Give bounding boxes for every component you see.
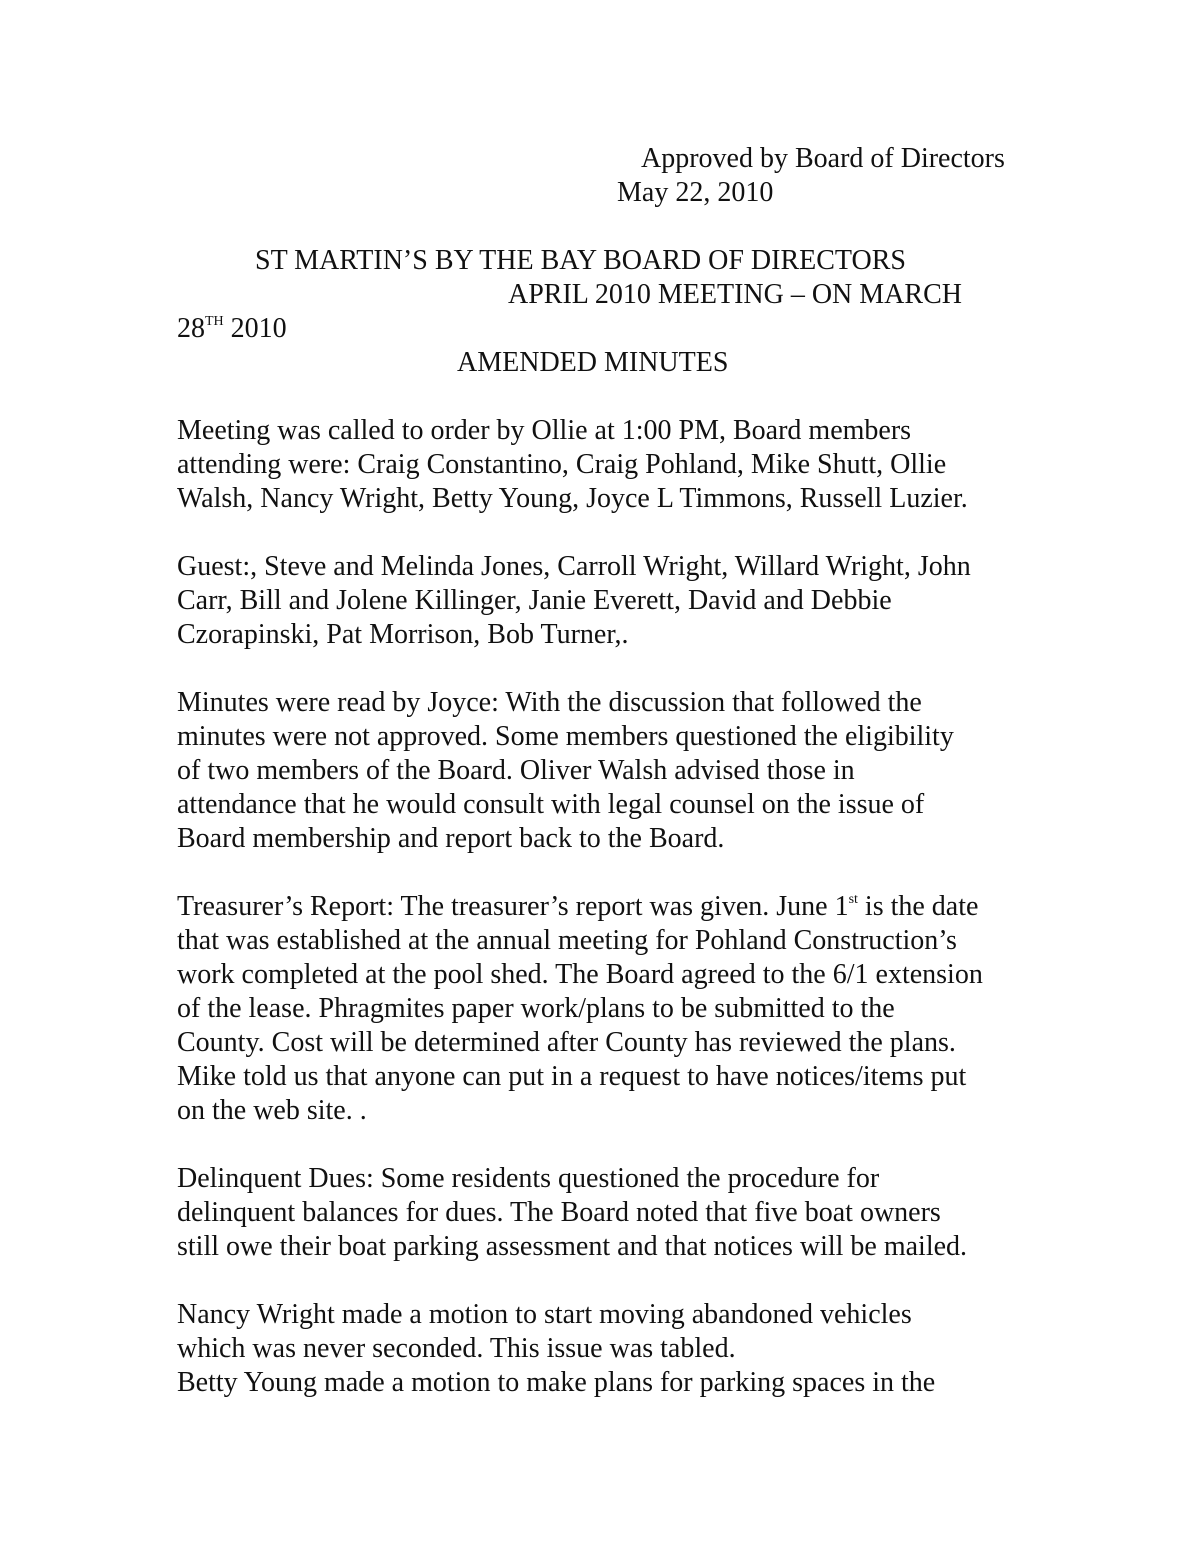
approval-date: May 22, 2010 (617, 177, 774, 208)
treasurer-line-start: Treasurer’s Report: The treasurer’s report was given. June 1 (177, 891, 849, 922)
paragraph-line: County. Cost will be determined after County has reviewed the plans. (177, 1027, 956, 1058)
minutes-paragraph (177, 686, 1037, 856)
paragraph-line: of two members of the Board. Oliver Walsh advised those in (177, 755, 855, 786)
paragraph-line: Czorapinski, Pat Morrison, Bob Turner,. (177, 619, 629, 650)
document-subtitle: AMENDED MINUTES (457, 347, 729, 378)
delinquent-dues-paragraph (177, 1162, 1037, 1264)
motions-paragraph (177, 1298, 1037, 1400)
paragraph-line: Meeting was called to order by Ollie at 1:00 PM, Board members (177, 415, 912, 446)
treasurer-paragraph (177, 890, 1037, 1128)
document-title-date (177, 312, 287, 346)
document-title-org: ST MARTIN’S BY THE BAY BOARD OF DIRECTORS (255, 245, 906, 276)
guests-paragraph (177, 550, 1037, 652)
ordinal-suffix: st (848, 891, 858, 907)
paragraph-line: Carr, Bill and Jolene Killinger, Janie Everett, David and Debbie (177, 585, 892, 616)
paragraph-line: Board membership and report back to the Board. (177, 823, 725, 854)
paragraph-line: Nancy Wright made a motion to start moving abandoned vehicles (177, 1299, 912, 1330)
approval-line: Approved by Board of Directors (641, 143, 1005, 174)
paragraph-line: work completed at the pool shed. The Board agreed to the 6/1 extension (177, 959, 983, 990)
paragraph-line: Delinquent Dues: Some residents questioned the procedure for (177, 1163, 880, 1194)
paragraph-line: of the lease. Phragmites paper work/plans to be submitted to the (177, 993, 895, 1024)
paragraph-line: delinquent balances for dues. The Board noted that five boat owners (177, 1197, 941, 1228)
treasurer-line-end: is the date (857, 891, 979, 922)
paragraph-line: which was never seconded. This issue was tabled. (177, 1333, 736, 1364)
title-date-day: 28 (177, 313, 205, 344)
paragraph-line: still owe their boat parking assessment and that notices will be mailed. (177, 1231, 968, 1262)
paragraph-line: attendance that he would consult with legal counsel on the issue of (177, 789, 925, 820)
paragraph-line: attending were: Craig Constantino, Craig Pohland, Mike Shutt, Ollie (177, 449, 947, 480)
attendance-paragraph (177, 414, 1037, 516)
title-date-suffix: TH (205, 313, 224, 329)
paragraph-line: Guest:, Steve and Melinda Jones, Carroll Wright, Willard Wright, John (177, 551, 971, 582)
paragraph-line: Walsh, Nancy Wright, Betty Young, Joyce L Timmons, Russell Luzier. (177, 483, 968, 514)
paragraph-line: Betty Young made a motion to make plans for parking spaces in the (177, 1367, 936, 1398)
paragraph-line: Minutes were read by Joyce: With the discussion that followed the (177, 687, 922, 718)
paragraph-line: Mike told us that anyone can put in a request to have notices/items put (177, 1061, 967, 1092)
title-date-year: 2010 (223, 313, 287, 344)
document-title-meeting: APRIL 2010 MEETING – ON MARCH (508, 279, 962, 310)
paragraph-line: that was established at the annual meeting for Pohland Construction’s (177, 925, 957, 956)
paragraph-line (177, 890, 1037, 924)
paragraph-line: minutes were not approved. Some members questioned the eligibility (177, 721, 954, 752)
paragraph-line: on the web site. . (177, 1095, 367, 1126)
